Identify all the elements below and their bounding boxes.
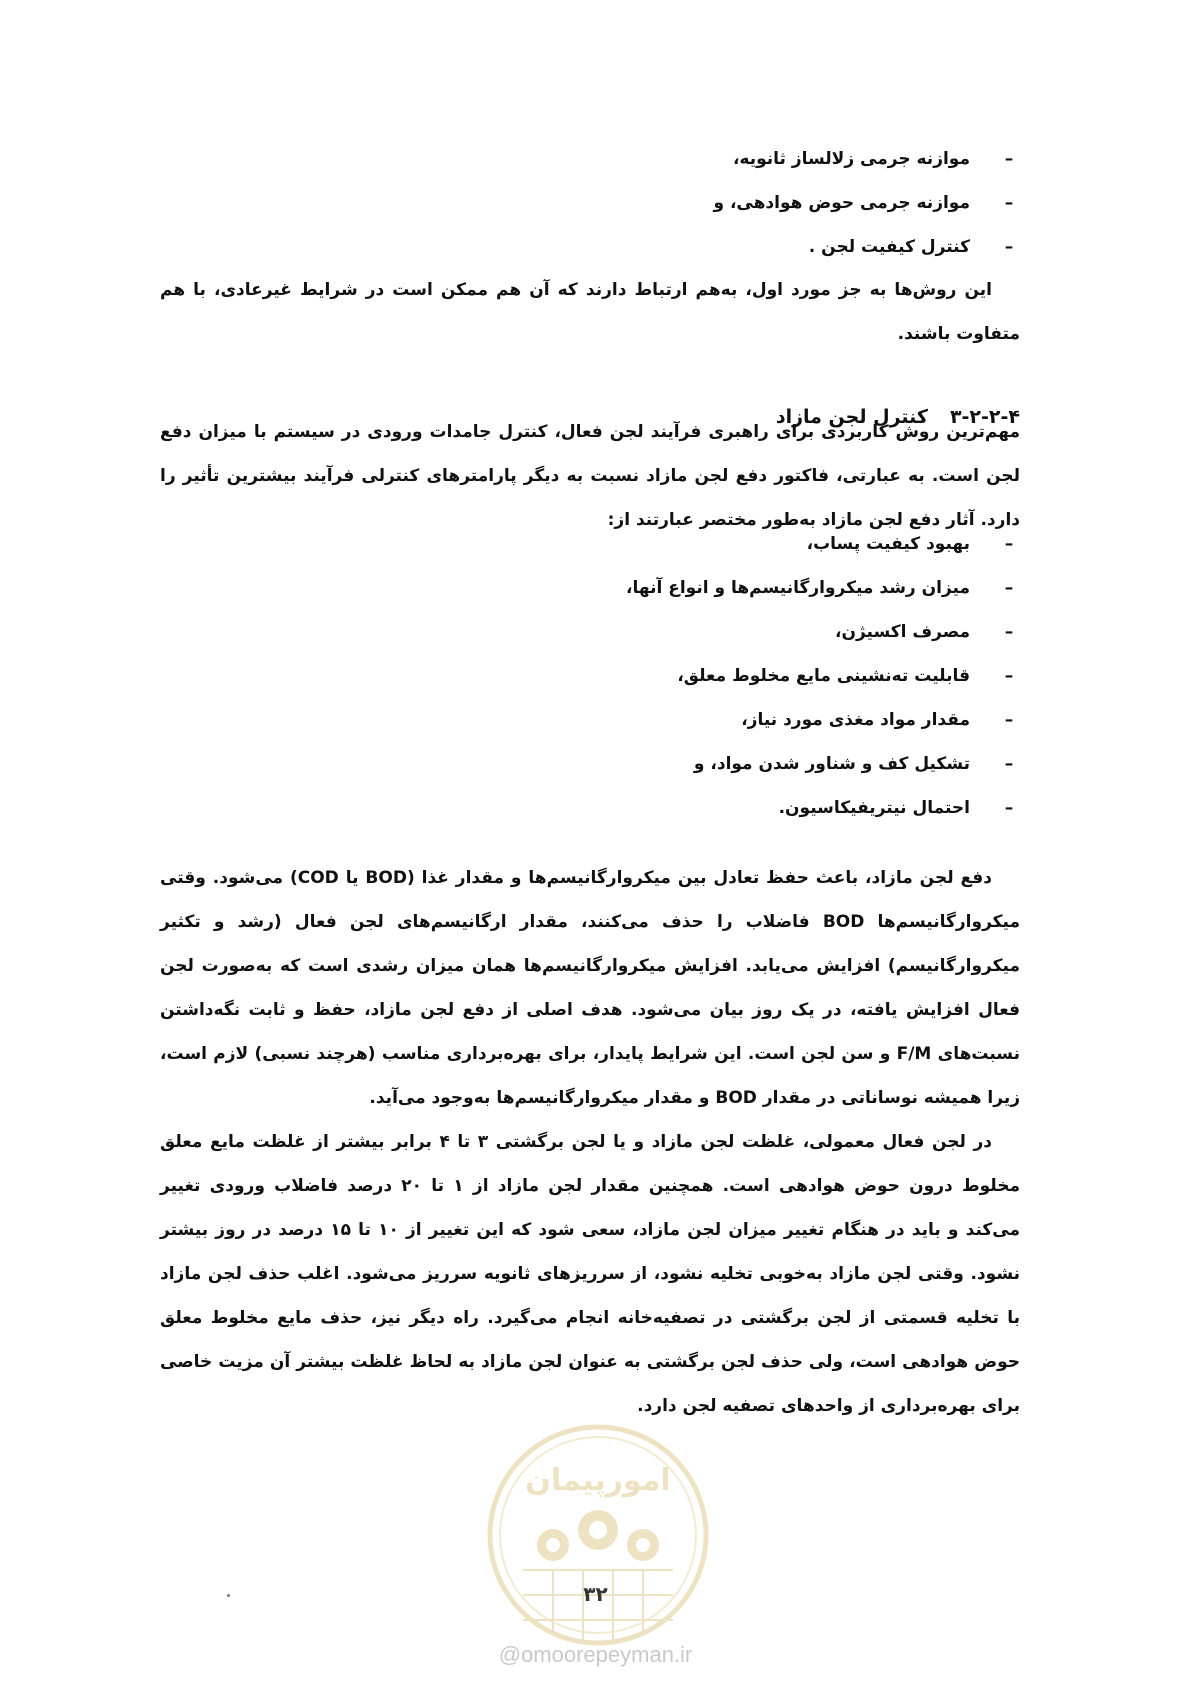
paragraph-3-block	[160, 1120, 1020, 1428]
bullet-dash: –	[1004, 710, 1014, 730]
bullet-dash: –	[1004, 754, 1014, 774]
watermark-seal-icon	[483, 1420, 713, 1650]
bullet-dash: –	[1004, 534, 1014, 554]
page-number: ۳۲	[583, 1582, 608, 1606]
section-title: کنترل لجن مازاد	[775, 406, 928, 428]
list-item	[626, 786, 1020, 830]
bullet-dash: –	[1004, 193, 1014, 213]
list-item	[626, 698, 1020, 742]
paragraph-2: دفع لجن مازاد، باعث حفظ تعادل بین میکروارگانیسم‌ها و مقدار غذا (BOD یا COD) می‌شود. وقتی میکروارگانیسم‌ها BOD فاضلاب را حذف می‌کنند، مقدار ارگانیسم‌های لجن فعال (رشد و تکثیر میکروارگانیسم) افزایش می‌یابد. افزایش میکروارگانیسم‌ها همان میزان رشدی است که به‌صورت لجن فعال افزایش یافته، در یک روز بیان می‌شود. هدف اصلی از دفع لجن مازاد، حفظ و ثابت نگه‌داشتن نسبت‌های F/M و سن لجن است. این شرایط پایدار، برای بهره‌برداری مناسب (هرچند نسبی) لازم است، زیرا همیشه نوساناتی در مقدار BOD و مقدار میکروارگانیسم‌ها به‌وجود می‌آید.	[160, 868, 1020, 1108]
effects-bullet-list	[626, 522, 1020, 830]
bullet-text: احتمال نیتریفیکاسیون.	[778, 798, 970, 818]
site-url-watermark: @omoorepeyman.ir	[498, 1642, 693, 1667]
bullet-text: موازنه جرمی زلالساز ثانویه،	[732, 149, 970, 169]
bullet-dash: –	[1004, 578, 1014, 598]
bullet-text: موازنه جرمی حوض هوادهی، و	[713, 193, 970, 213]
bullet-dash: –	[1004, 798, 1014, 818]
section-number: ۳-۲-۲-۴	[949, 406, 1020, 428]
list-item	[713, 181, 1020, 225]
bullet-text: میزان رشد میکروارگانیسم‌ها و انواع آنها،	[626, 578, 970, 598]
bullet-dash: –	[1004, 666, 1014, 686]
list-item	[626, 742, 1020, 786]
top-bullet-list	[713, 137, 1020, 269]
bullet-text: مصرف اکسیژن،	[834, 622, 970, 642]
list-item	[626, 610, 1020, 654]
paragraph-3: در لجن فعال معمولی، غلظت لجن مازاد و یا لجن برگشتی ۳ تا ۴ برابر بیشتر از غلظت مایع معلق مخلوط درون حوض هوادهی است. همچنین مقدار لجن مازاد از ۱ تا ۲۰ درصد فاضلاب ورودی تغییر می‌کند و باید در هنگام تغییر میزان لجن مازاد، سعی شود که این تغییر از ۱۰ تا ۱۵ درصد در روز بیشتر نشود. وقتی لجن مازاد به‌خوبی تخلیه نشود، از سرریزهای ثانویه سرریز می‌شود. اغلب حذف لجن مازاد با تخلیه قسمتی از لجن برگشتی در تصفیه‌خانه انجام می‌گیرد. راه دیگر نیز، حذف مایع مخلوط معلق حوض هوادهی است، ولی حذف لجن برگشتی به عنوان لجن مازاد به لحاظ غلظت بیشتر آن مزیت خاصی برای بهره‌برداری از واحدهای تصفیه لجن دارد.	[160, 1132, 1021, 1416]
bullet-text: بهبود کیفیت پساب،	[806, 534, 970, 554]
list-item	[626, 522, 1020, 566]
bullet-text: مقدار مواد مغذی مورد نیاز،	[741, 710, 970, 730]
bullet-dash: –	[1004, 622, 1014, 642]
bullet-dash: –	[1004, 237, 1014, 257]
intro-paragraph: این روش‌ها به جز مورد اول، به‌هم ارتباط دارند که آن هم ممکن است در شرایط غیرعادی، با هم متفاوت باشند.	[160, 280, 1020, 344]
bullet-text: تشکیل کف و شناور شدن مواد، و	[693, 754, 970, 774]
list-item	[713, 137, 1020, 181]
list-item	[626, 654, 1020, 698]
list-item	[713, 225, 1020, 269]
intro-paragraph-block	[160, 268, 1020, 356]
watermark-logo-text: امورپیمان	[525, 1463, 671, 1498]
bullet-text: قابلیت ته‌نشینی مایع مخلوط معلق،	[677, 666, 970, 686]
list-item	[626, 566, 1020, 610]
bullet-text: کنترل کیفیت لجن .	[808, 237, 970, 257]
section-paragraph: مهم‌ترین روش کاربردی برای راهبری فرآیند لجن فعال، کنترل جامدات ورودی در سیستم با میزان دفع لجن است. به عبارتی، فاکتور دفع لجن مازاد نسبت به دیگر پارامترهای کنترلی فرآیند بیشترین تأثیر را دارد. آثار دفع لجن مازاد به‌طور مختصر عبارتند از:	[160, 422, 1020, 530]
bullet-dash: –	[1004, 149, 1014, 169]
paragraph-2-block	[160, 856, 1020, 1120]
